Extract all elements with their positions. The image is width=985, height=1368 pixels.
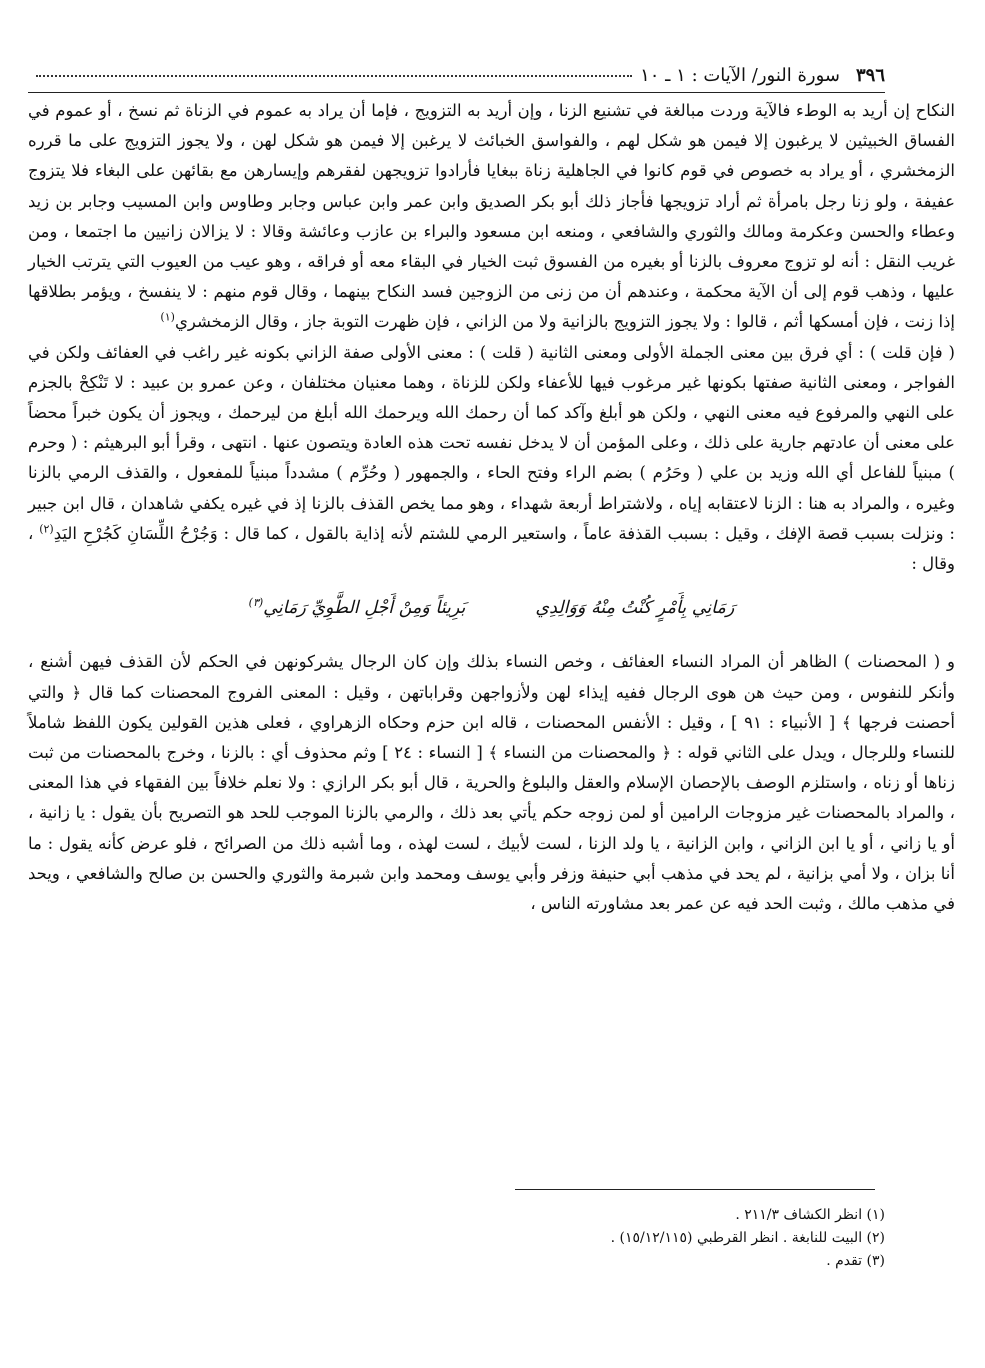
poetry-verse bbox=[28, 593, 955, 623]
footnotes bbox=[611, 1204, 885, 1273]
footnote-ref-3: (٣) bbox=[248, 596, 264, 610]
verse-hemistich-right: رَمَانِي بِأَمْرٍ كُنْتُ مِنْهُ وَوَالِدِي bbox=[535, 598, 735, 619]
paragraph-2-tail: ، وقال : bbox=[28, 523, 955, 574]
running-title: سورة النور/ الآيات : ١ ـ ١٠ bbox=[640, 64, 840, 86]
header-dot-leader bbox=[36, 74, 632, 77]
verse-hemistich-left-wrap bbox=[249, 593, 466, 623]
footnote-ref-1: (١) bbox=[160, 310, 175, 324]
paragraph-1 bbox=[28, 96, 955, 338]
footnote-separator bbox=[515, 1189, 875, 1190]
footnote-1: (١) انظر الكشاف ٢١١/٣ . bbox=[735, 1207, 885, 1223]
verse-hemistich-left: بَرِيئاً وَمِنْ أَجْلِ الطَّوِيِّ رَمَانِي bbox=[263, 598, 466, 619]
paragraph-2-text: ( فإن قلت ) : أي فرق بين معنى الجملة الأولى ومعنى الثانية ( قلت ) : معنى الأولى صفة الزاني بكونه غير راغب في العفائف ولكن في الفواجر ، ومعنى الثانية صفتها بكونها غير مرغوب فيها للأعفاء ولكن للزناة ، وهما معنيان مختلفان ، وعن عمرو بن عبيد : لا تَنْكِحْ بالجزم على النهي والمرفوع فيه معنى النهي ، ولكن هو أبلغ وآكد كما أن رحمك الله ويرحمك الله أبلغ من ليرحمك ، ويجوز أن يكون خبراً محضاً على معنى أن عادتهم جارية على ذلك ، وعلى المؤمن أن لا يدخل نفسه تحت هذه العادة ويتصون عنها . انتهى ، وقرأ أبو البرهيثم : ( وحرم ) مبنياً للفاعل أي الله وزيد بن علي ( وحَرُم ) بضم الراء وفتح الحاء ، والجمهور ( وحُرِّم ) مشدداً مبنياً للمفعول ، والقذف الرمي بالزنا وغيره ، والمراد به هنا : الزنا لاعتقابه إياه ، ولاشتراط أربعة شهداء ، وهو مما يخص القذف بالزنا إذ في غيره يكفي شاهدان ، قال ابن جبير : ونزلت بسبب قصة الإفك ، وقيل : بسبب القذفة عاماً ، واستعير الرمي للشتم لأنه إذاية بالقول ، كما قال : وَجُرْحُ اللِّسَانِ كَجُرْحِ اليَدِ bbox=[28, 342, 955, 543]
footnote-2: (٢) البيت للنابغة . انظر القرطبي (١٥/١٢/١١٥) . bbox=[610, 1230, 885, 1246]
paragraph-3: و ( المحصنات ) الظاهر أن المراد النساء العفائف ، وخص النساء بذلك وإن كان الرجال يشركونهن في الحكم لأن القذف فيهن أشنع ، وأنكر للنفوس ، ومن حيث هن هوى الرجال ففيه إيذاء لهن ولأزواجهن وقراباتهن ، وقيل : المعنى الفروج المحصنات كما قال ﴿ والتي أحصنت فرجها ﴾ [ الأنبياء : ٩١ ] ، وقيل : الأنفس المحصنات ، قاله ابن حزم وحكاه الزهراوي ، فعلى هذين القولين يكون اللفظ شاملاً للنساء وللرجال ، ويدل على الثاني قوله : ﴿ والمحصنات من النساء ﴾ [ النساء : ٢٤ ] وثم محذوف أي : بالزنا ، وخرج بالمحصنات من ثبت زناها أو زناه ، واستلزم الوصف بالإحصان الإسلام والعقل والبلوغ والحرية ، قال أبو بكر الرازي : ولا نعلم خلافاً بين الفقهاء في هذا المعنى ، والمراد بالمحصنات غير مزوجات الرامين أو لمن زوجه حكم يأتي بعد ذلك ، والرمي بالزنا الموجب للحد هو التصريح بأن يقول : يا زانية ، أو يا زاني ، أو يا ابن الزاني ، وابن الزانية ، يا ولد الزنا ، لست لأبيك ، لست لهذه ، وما أشبه ذلك من الصرائح ، فلو عرض كأنه يقول : ما أنا بزان ، ولا أمي بزانية ، لم يحد في مذهب أبي حنيفة وزفر وأبي يوسف ومحمد وابن شبرمة والثوري والحسن بن صالح والشافعي ، ويحد في مذهب مالك ، وثبت الحد فيه عن عمر بعد مشاورته الناس ، bbox=[28, 652, 955, 914]
page-number: ٣٩٦ bbox=[855, 64, 885, 86]
footnote-ref-2: (٢) bbox=[39, 522, 54, 536]
footnote-3: (٣) تقدم . bbox=[826, 1253, 885, 1269]
main-text bbox=[28, 96, 955, 919]
paragraph-2 bbox=[28, 338, 955, 580]
running-header bbox=[28, 58, 885, 93]
paragraph-1-text: النكاح إن أريد به الوطء فالآية وردت مبالغة في تشنيع الزنا ، وإن أريد به التزويج ، فإما أن يراد به عموم في الزناة ثم نسخ ، أو عموم في الفساق الخبيثين لا يرغبون إلا فيمن هو شكل لهم ، والفواسق الخبائث لا يرغبن إلا فيمن هو شكل لهن ، ولا يجوز التزويج على ما قرره الزمخشري ، أو يراد به خصوص في قوم كانوا في الجاهلية زناة ببغايا فأرادوا تزويجهن لفقرهم وإيسارهن مع بقائهن على البغاء فلا يتزوج عفيفة ، ولو زنا رجل بامرأة ثم أراد تزويجها فأجاز ذلك أبو بكر الصديق وابن عمر وابن عباس وجابر وطاوس وابن المسيب وجابر بن زيد وعطاء والحسن وعكرمة ومالك والثوري والشافعي ، ومنعه ابن مسعود والبراء بن عازب وعائشة وقالا : لا يزالان زانيين ما اجتمعا ، ومن غريب النقل : أنه لو تزوج معروف بالزنا أو بغيره من الفسوق ثبت الخيار في البقاء معه أو فراقه ، وهو عيب من العيوب التي يترتب الخيار عليها ، وذهب قوم إلى أن الآية محكمة ، وعندهم أن من زنى من الزوجين فسد النكاح بينهما ، وقال قوم منهم : لا ينفسخ ، ويؤمر بطلاقها إذا زنت ، فإن أمسكها أثم ، قالوا : ولا يجوز التزويج بالزانية ولا من الزاني ، فإن ظهرت التوبة جاز ، وقال الزمخشري bbox=[28, 101, 955, 332]
